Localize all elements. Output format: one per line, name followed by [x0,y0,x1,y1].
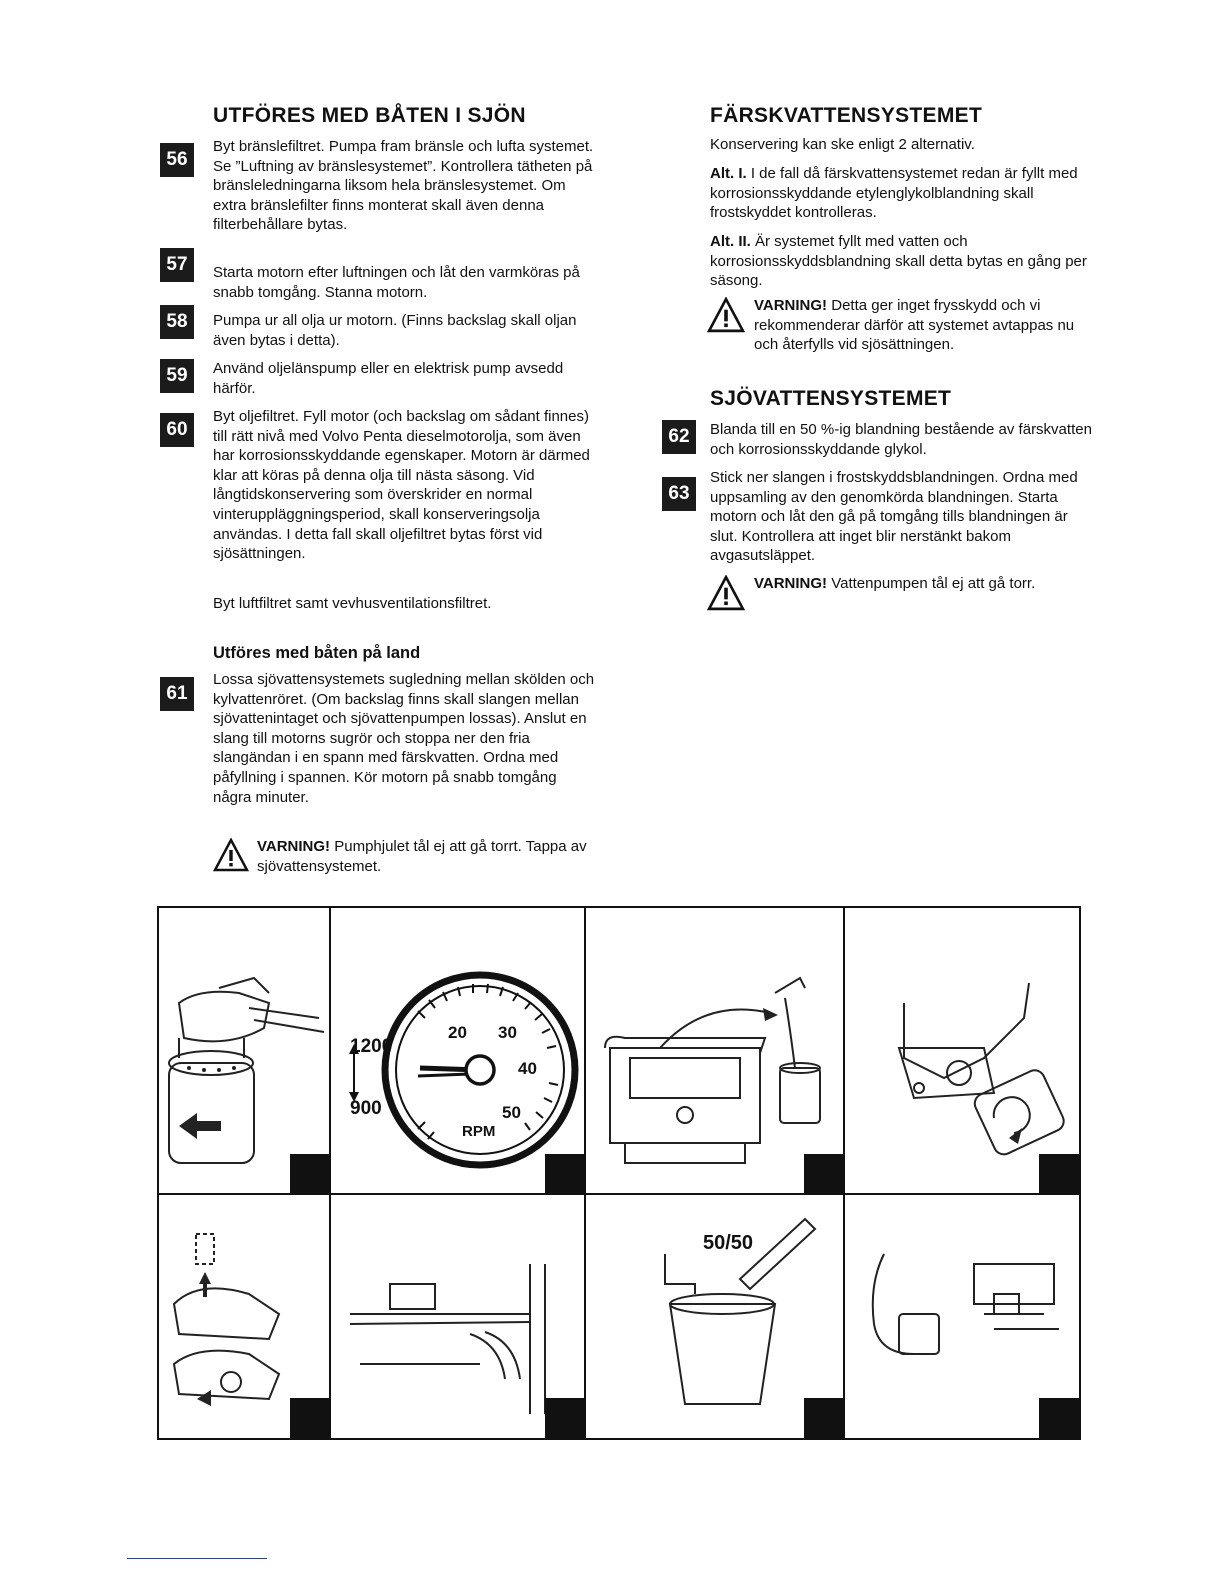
warning-pump-dry: VARNING! Vattenpumpen tål ej att gå torr. [706,574,1092,611]
step-58-text: Pumpa ur all olja ur motorn. (Finns backslag skall oljan även bytas i detta). [213,312,577,349]
warning-freeze: VARNING! Detta ger inget frysskydd och vi rekommenderar därför att systemet avtappas nu och återfylls vid sjösättningen. [706,296,1092,355]
figure-seawater-flush [844,1194,1079,1438]
tacho-label-50: 50 [502,1103,521,1122]
alt-1-text: Alt. I. I de fall då färskvattensystemet redan är fyllt med korrosionsskyddande etylenglykolblandning skall frostskyddet kontrolleras. [710,165,1078,222]
figure-air-filter [159,1194,330,1438]
freshwater-intro: Konservering kan ske enligt 2 alternativ. [710,136,975,153]
tacho-label-20: 20 [448,1023,467,1042]
step-badge-58: 58 [160,305,194,339]
step-badge-57: 57 [160,248,194,282]
step-badge-59: 59 [160,359,194,393]
step-57-text: Starta motorn efter luftningen och låt den varmköras på snabb tomgång. Stanna motorn. [213,264,580,301]
tacho-label-40: 40 [518,1059,537,1078]
figure-fuel-filter [159,908,330,1194]
tachometer-illustration [330,908,585,1194]
figure-hose [330,1194,585,1438]
figure-number-block [545,1398,585,1438]
figure-number-block [290,1398,330,1438]
air-filter-note: Byt luftfiltret samt vevhusventilationsfiltret. [213,595,492,612]
figure-number-block [804,1154,844,1194]
section-heading-freshwater: FÄRSKVATTENSYSTEMET [710,104,983,127]
mix-ratio-label: 50/50 [703,1232,754,1254]
tacho-label-1200: 1200 [350,1036,393,1057]
figure-number-block [1039,1154,1079,1194]
figure-mix-bucket [585,1194,844,1438]
section-heading-seawater: SJÖVATTENSYSTEMET [710,387,952,410]
step-badge-62: 62 [662,420,696,454]
fuel-filter-illustration [159,908,330,1194]
warning-label: VARNING! [257,838,331,855]
step-badge-56: 56 [160,143,194,177]
step-61-text: Lossa sjövattensystemets sugledning mellan skölden och kylvattenröret. (Om backslag finns skall slangen mellan sjövattenintaget och sjövattenpumpen lossas). Anslut en slang till motorns sugrör och stoppa ner den fria slangändan i en spann med färskvatten. Ordna med påfyllning i spannen. Kör motorn på snabb tomgång några minuter. [213,671,595,806]
step-59-text: Använd oljelänspump eller en elektrisk pump avsedd härför. [213,360,564,397]
figure-oil-pump [585,908,844,1194]
step-badge-63: 63 [662,477,696,511]
footer-rule [127,1558,267,1559]
step-56-text: Byt bränslefiltret. Pumpa fram bränsle och lufta systemet. Se ”Luftning av bränslesystemet”. Kontrollera tätheten på bränsleledningarna liksom hela bränslesystemet. Om extra bränslefilter finns monterat skall även denna filterbehållare bytas. [213,138,594,234]
figure-number-block [290,1154,330,1194]
warning-impeller [213,837,596,876]
oil-pump-illustration [585,908,844,1194]
figure-number-block [804,1398,844,1438]
illustration-grid [157,906,1081,1440]
warning-triangle-icon [706,297,746,333]
section-heading-sea: UTFÖRES MED BÅTEN I SJÖN [213,104,526,127]
tacho-label-rpm: RPM [462,1123,496,1140]
step-63-text: Stick ner slangen i frostskyddsblandningen. Ordna med uppsamling av den genomkörda blandningen. Starta motorn och låt den gå på tomgång tills blandningen är slut. Kontrollera att inget blir nerstänkt bakom avgasutsläppet. [710,469,1078,565]
oil-filter-illustration [844,908,1079,1194]
alt-2-text: Alt. II. Är systemet fyllt med vatten och korrosionsskyddsblandning skall detta bytas en gång per säsong. [710,233,1087,290]
figure-number-block [1039,1398,1079,1438]
figure-tachometer [330,908,585,1194]
figure-oil-filter [844,908,1079,1194]
subheading-land: Utföres med båten på land [213,644,421,662]
step-62-text: Blanda till en 50 %-ig blandning bestående av färskvatten och korrosionsskyddande glykol. [710,421,1092,458]
step-badge-60: 60 [160,413,194,447]
step-badge-61: 61 [160,677,194,711]
tacho-label-900: 900 [350,1098,382,1119]
tacho-label-30: 30 [498,1023,517,1042]
step-60-text: Byt oljefiltret. Fyll motor (och backslag om sådant finnes) till rätt nivå med Volvo Penta dieselmotorolja, som även har korrosionsskyddande egenskaper. Motorn är därmed klar att köras på denna olja till nästa säsong. Vid långtidskonservering som överskrider en normal vinteruppläggningsperiod, skall konserveringsolja användas. I detta fall skall oljefiltret bytas först vid sjösättningen. [213,408,590,563]
figure-number-block [545,1154,585,1194]
warning-text: Pumphjulet tål ej att gå torrt. Tappa av sjövattensystemet. [257,838,587,875]
warning-triangle-icon [213,838,249,872]
warning-triangle-icon [706,575,746,611]
